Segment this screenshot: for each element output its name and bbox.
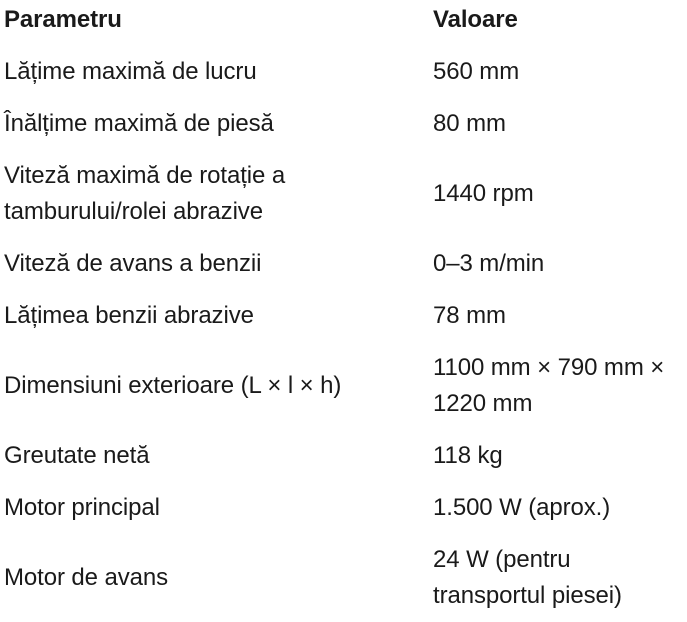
param-cell: Lățimea benzii abrazive bbox=[4, 302, 254, 329]
value-cell: 1100 mm × 790 mm × 1220 mm bbox=[433, 354, 665, 417]
value-cell: 24 W (pentru transportul piesei) bbox=[433, 546, 622, 609]
param-cell: Viteză de avans a benzii bbox=[4, 250, 262, 277]
value-cell: 80 mm bbox=[433, 110, 506, 137]
value-cell: 0–3 m/min bbox=[433, 250, 545, 277]
value-cell: 560 mm bbox=[433, 58, 520, 85]
table-row bbox=[0, 150, 687, 238]
table-row bbox=[0, 342, 687, 430]
param-cell: Lățime maximă de lucru bbox=[4, 58, 257, 85]
table-row bbox=[0, 46, 687, 98]
value-cell: 78 mm bbox=[433, 302, 506, 329]
table-row bbox=[0, 290, 687, 342]
value-cell: 1440 rpm bbox=[433, 180, 534, 207]
table-row bbox=[0, 430, 687, 482]
param-cell: Dimensiuni exterioare (L × l × h) bbox=[4, 372, 342, 399]
value-cell: 118 kg bbox=[433, 442, 503, 469]
param-cell: Înălțime maximă de piesă bbox=[4, 110, 274, 137]
table-row bbox=[0, 98, 687, 150]
table-row bbox=[0, 534, 687, 622]
param-cell: Motor de avans bbox=[4, 564, 169, 591]
column-header-parametru: Parametru bbox=[4, 6, 122, 33]
header-row bbox=[0, 0, 687, 46]
param-cell: Greutate netă bbox=[4, 442, 150, 469]
param-cell: Motor principal bbox=[4, 494, 160, 521]
value-cell: 1.500 W (aprox.) bbox=[433, 494, 611, 521]
column-header-valoare: Valoare bbox=[433, 6, 518, 33]
table-row bbox=[0, 238, 687, 290]
table-row bbox=[0, 482, 687, 534]
param-cell: Viteză maximă de rotație a tamburului/rolei abrazive bbox=[4, 162, 286, 225]
